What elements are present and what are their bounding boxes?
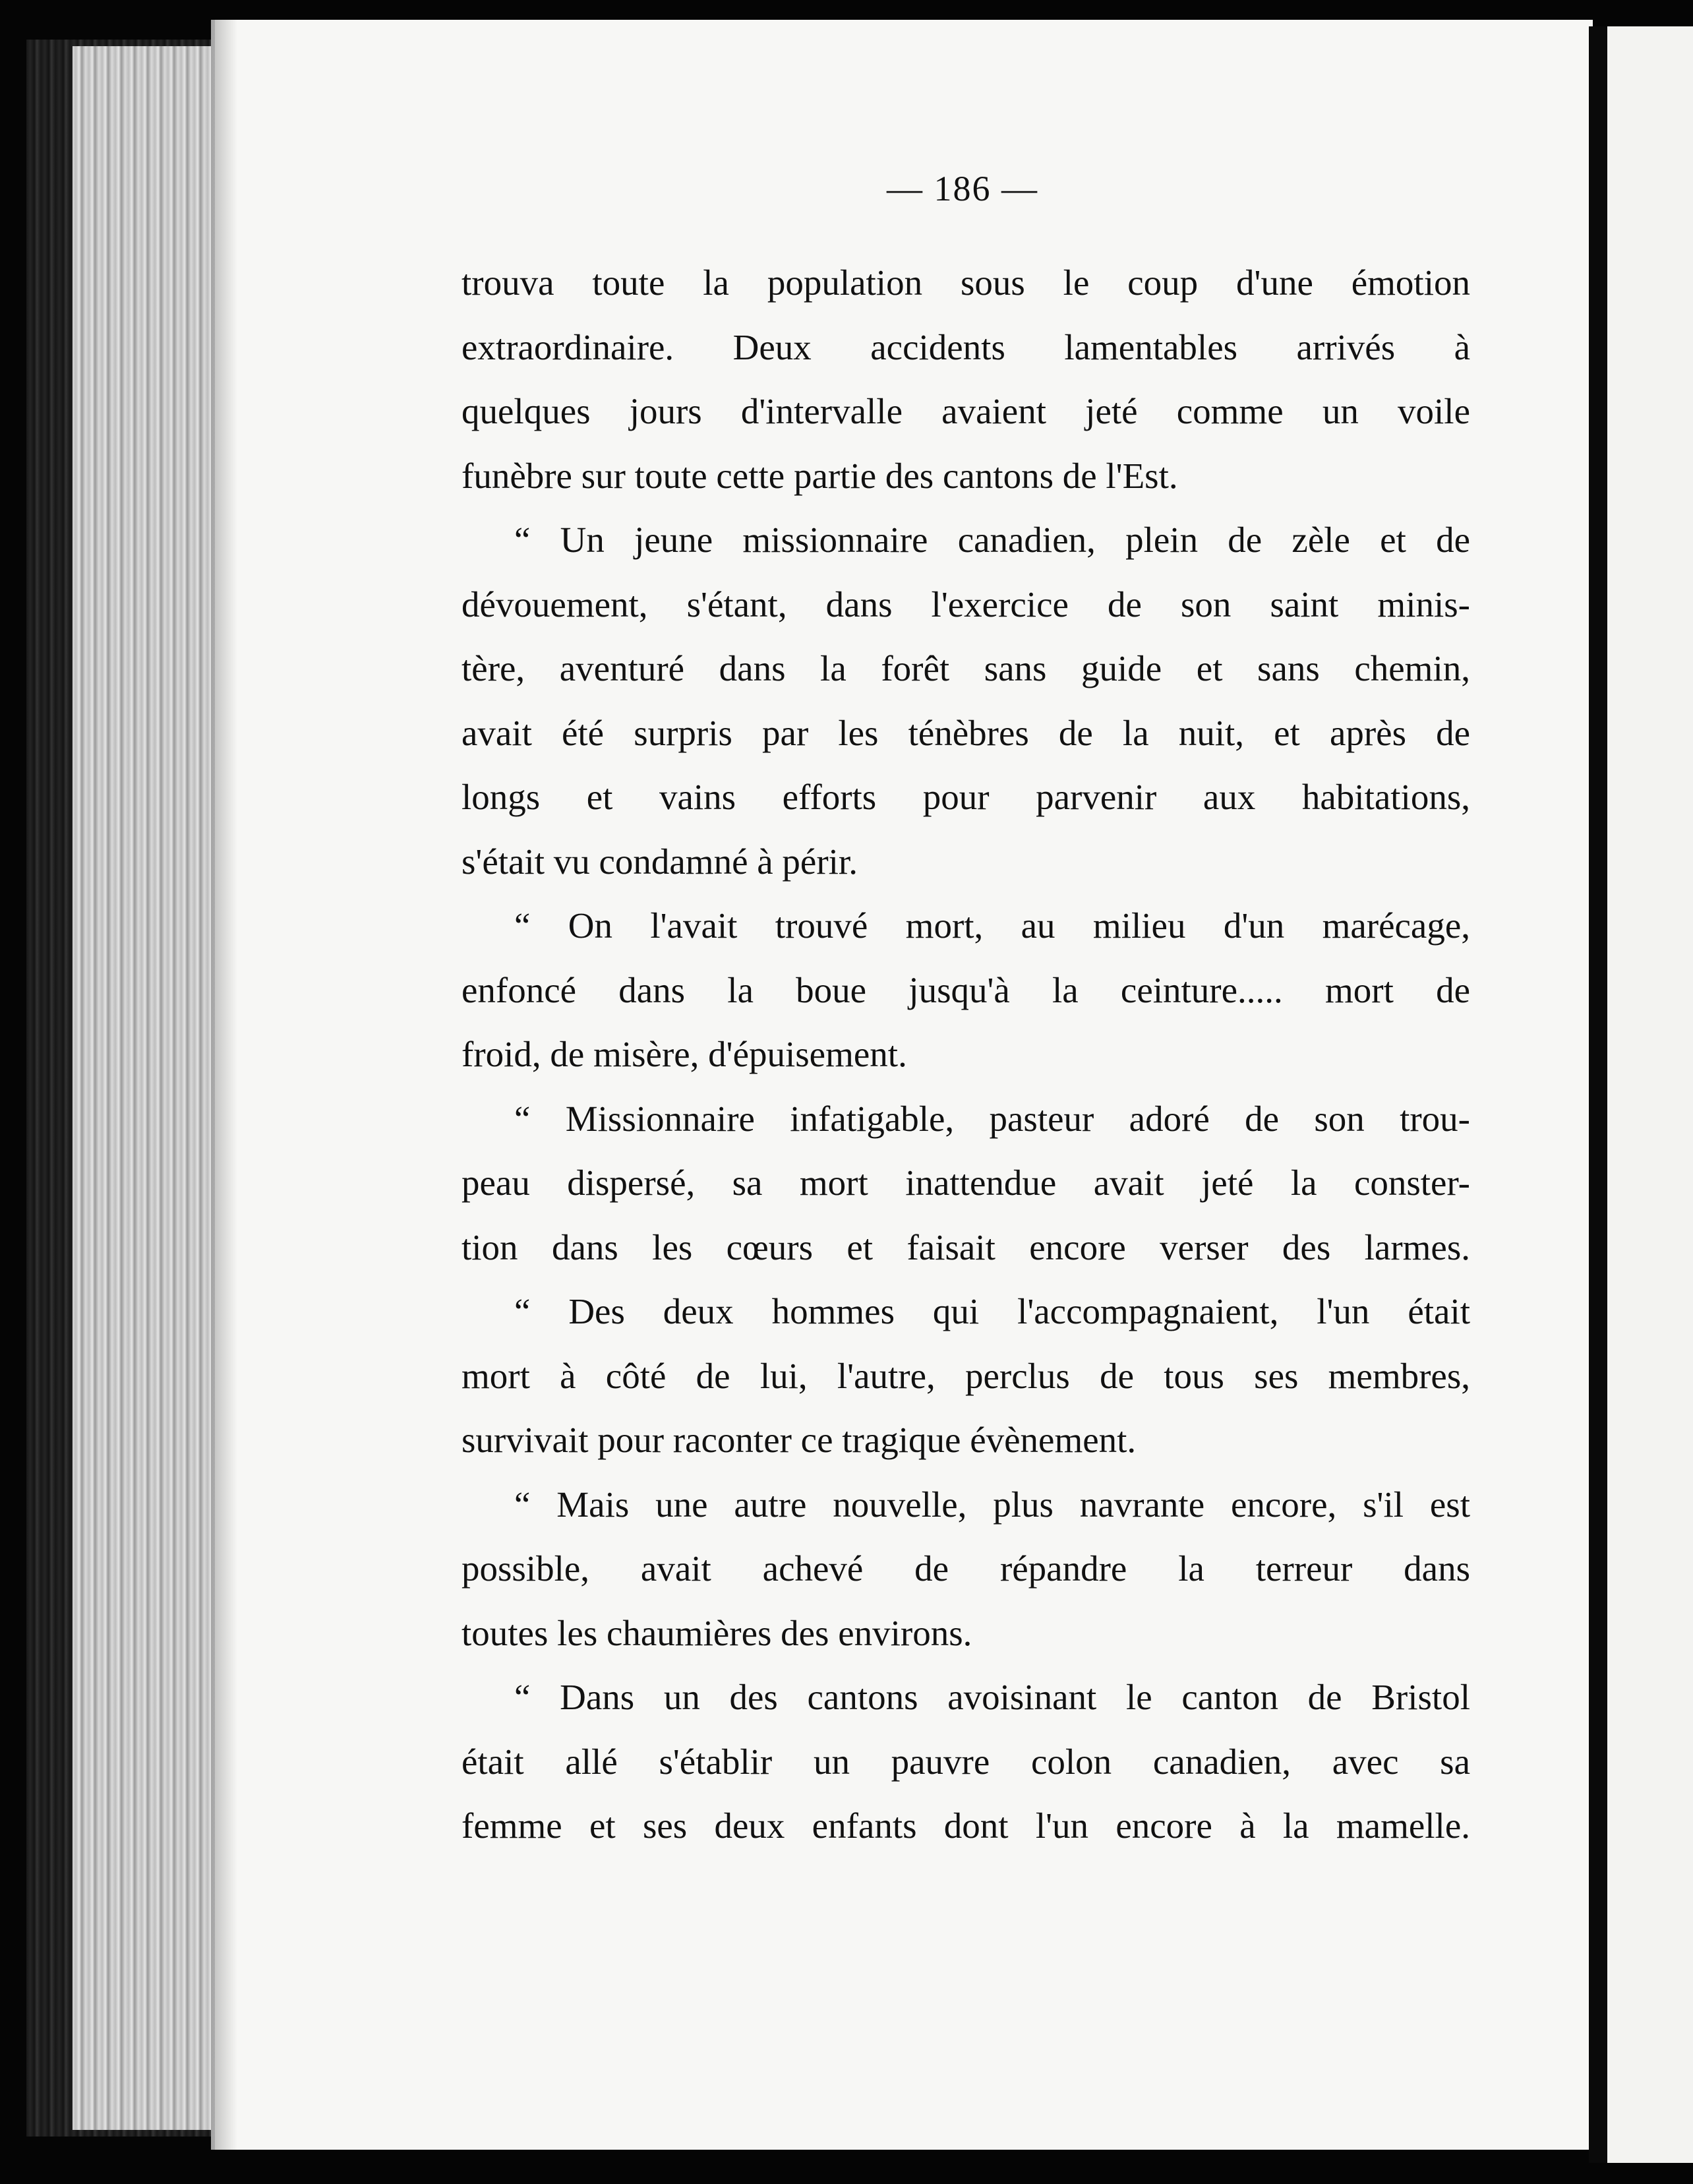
text-line: tion dans les cœurs et faisait encore verser des larmes. [461, 1227, 1470, 1267]
text-line: s'était vu condamné à périr. [461, 841, 858, 882]
text-line: froid, de misère, d'épuisement. [461, 1034, 907, 1074]
text-line: extraordinaire. Deux accidents lamentables arrivés à [461, 326, 1470, 367]
page-gutter-shadow [211, 20, 237, 2150]
text-line: “ Des deux hommes qui l'accompagnaient, l'un était [514, 1291, 1470, 1331]
text-line: “ Dans un des cantons avoisinant le canton de Bristol [514, 1677, 1470, 1717]
page-number: — 186 — [887, 169, 1038, 208]
text-line: possible, avait achevé de répandre la terreur dans [461, 1548, 1470, 1589]
text-line: quelques jours d'intervalle avaient jeté comme un voile [461, 391, 1470, 431]
text-line: “ On l'avait trouvé mort, au milieu d'un marécage, [514, 905, 1470, 946]
text-line: enfoncé dans la boue jusqu'à la ceinture..... mort de [461, 969, 1470, 1010]
text-line: mort à côté de lui, l'autre, perclus de tous ses membres, [461, 1355, 1470, 1396]
text-line: avait été surpris par les ténèbres de la nuit, et après de [461, 712, 1470, 753]
text-line: dévouement, s'étant, dans l'exercice de son saint minis- [461, 584, 1470, 624]
book-page-edges-light [73, 46, 211, 2130]
facing-page-edge [1607, 26, 1693, 2163]
text-line: “ Missionnaire infatigable, pasteur adoré de son trou- [514, 1098, 1470, 1139]
page-divider [1589, 26, 1607, 2163]
text-line: peau dispersé, sa mort inattendue avait jeté la conster- [461, 1163, 1470, 1203]
text-line: toutes les chaumières des environs. [461, 1612, 972, 1653]
text-line: longs et vains efforts pour parvenir aux habitations, [461, 777, 1470, 817]
text-line: “ Un jeune missionnaire canadien, plein de zèle et de [514, 520, 1470, 560]
text-line: “ Mais une autre nouvelle, plus navrante encore, s'il est [514, 1484, 1470, 1525]
text-line: trouva toute la population sous le coup d'une émotion [461, 262, 1470, 303]
text-line: funèbre sur toute cette partie des cantons de l'Est. [461, 455, 1178, 496]
text-line: tère, aventuré dans la forêt sans guide et sans chemin, [461, 648, 1470, 688]
text-line: femme et ses deux enfants dont l'un encore à la mamelle. [461, 1805, 1470, 1846]
text-line: survivait pour raconter ce tragique évènement. [461, 1420, 1137, 1460]
text-line: était allé s'établir un pauvre colon canadien, avec sa [461, 1741, 1470, 1782]
body-text [461, 251, 1470, 1858]
